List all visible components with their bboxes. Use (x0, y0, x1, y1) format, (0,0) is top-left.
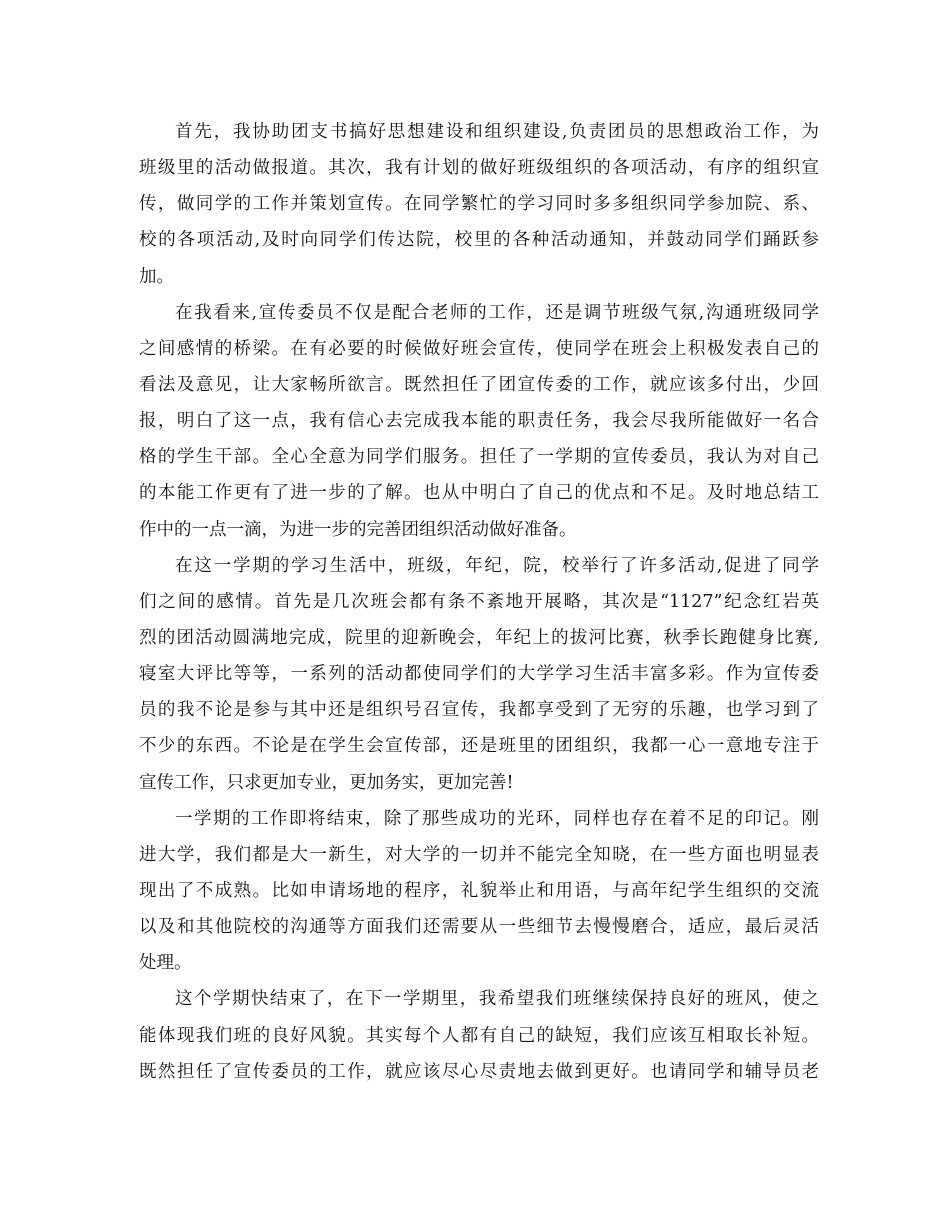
text-line: 烈的团活动圆满地完成，院里的迎新晚会，年纪上的拔河比赛，秋季长跑健身比赛, (139, 627, 819, 648)
text-line: 校的各项活动,及时向同学们传达院，校里的各种活动通知，并鼓动同学们踊跃参 (139, 230, 819, 251)
text-line: 作中的一点一滴，为进一步的完善团组织活动做好准备。 (139, 519, 577, 540)
text-line: 们之间的感情。首先是几次班会都有条不紊地开展略，其次是“1127”纪念红岩英 (139, 591, 819, 612)
document-body (139, 114, 819, 1090)
text-line: 能体现我们班的良好风貌。其实每个人都有自己的缺短，我们应该互相取长补短。 (139, 1025, 819, 1046)
text-line: 员的我不论是参与其中还是组织号召宣传，我都享受到了无穷的乐趣，也学习到了 (139, 700, 819, 721)
text-line: 传，做同学的工作并策划宣传。在同学繁忙的学习同时多多组织同学参加院、系、 (139, 194, 819, 215)
text-line: 之间感情的桥梁。在有必要的时候做好班会宣传，使同学在班会上积极发表自己的 (139, 338, 819, 359)
text-line: 的本能工作更有了进一步的了解。也从中明白了自己的优点和不足。及时地总结工 (139, 483, 819, 504)
text-line: 既然担任了宣传委员的工作，就应该尽心尽责地去做到更好。也请同学和辅导员老 (139, 1061, 819, 1082)
text-line: 一学期的工作即将结束，除了那些成功的光环，同样也存在着不足的印记。刚 (175, 808, 819, 829)
paragraph (139, 295, 819, 548)
paragraph (139, 801, 819, 982)
text-line: 班级里的活动做报道。其次，我有计划的做好班级组织的各项活动，有序的组织宣 (139, 158, 819, 179)
paragraph (139, 114, 819, 295)
text-line: 这个学期快结束了，在下一学期里，我希望我们班继续保持良好的班风，使之 (175, 989, 819, 1010)
text-line: 不少的东西。不论是在学生会宣传部，还是班里的团组织，我都一心一意地专注于 (139, 736, 819, 757)
paragraph (139, 548, 819, 801)
text-line: 格的学生干部。全心全意为同学们服务。担任了一学期的宣传委员，我认为对自己 (139, 447, 819, 468)
text-line: 在我看来,宣传委员不仅是配合老师的工作，还是调节班级气氛,沟通班级同学 (175, 302, 819, 323)
text-line: 看法及意见，让大家畅所欲言。既然担任了团宣传委的工作，就应该多付出，少回 (139, 374, 819, 395)
text-line: 现出了不成熟。比如申请场地的程序，礼貌举止和用语，与高年纪学生组织的交流 (139, 880, 819, 901)
text-line: 首先，我协助团支书搞好思想建设和组织建设,负责团员的思想政治工作，为 (175, 122, 819, 142)
text-line: 宣传工作，只求更加专业，更加务实，更加完善! (139, 772, 514, 793)
text-line: 以及和其他院校的沟通等方面我们还需要从一些细节去慢慢磨合，适应，最后灵活 (139, 917, 819, 938)
paragraph (139, 981, 819, 1089)
text-line: 处理。 (139, 953, 192, 974)
text-line: 寝室大评比等等，一系列的活动都使同学们的大学学习生活丰富多彩。作为宣传委 (139, 664, 819, 685)
text-line: 在这一学期的学习生活中，班级，年纪，院，校举行了许多活动,促进了同学 (175, 555, 819, 576)
text-line: 进大学，我们都是大一新生，对大学的一切并不能完全知晓，在一些方面也明显表 (139, 844, 819, 865)
text-line: 报，明白了这一点，我有信心去完成我本能的职责任务，我会尽我所能做好一名合 (139, 411, 819, 432)
text-line: 加。 (139, 266, 174, 287)
